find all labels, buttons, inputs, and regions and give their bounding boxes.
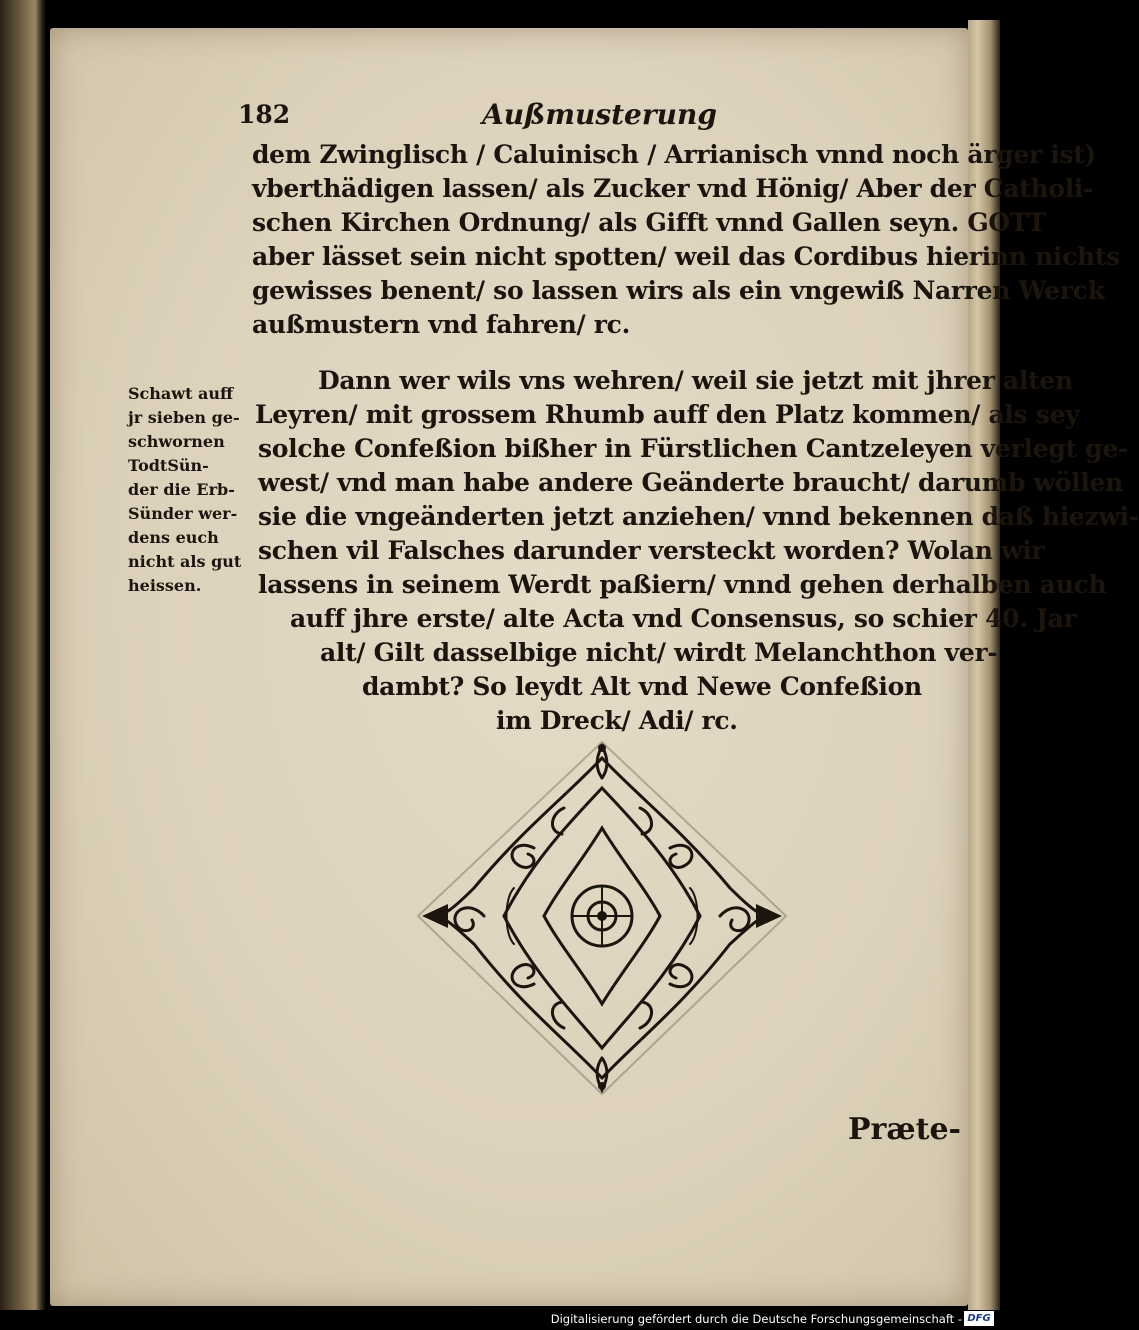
body-line: west/ vnd man habe andere Geänderte braucht/ darumb wöllen [258, 468, 1123, 497]
body-line: dem Zwinglisch / Caluinisch / Arrianisch vnnd noch ärger ist) [252, 140, 1097, 169]
marginal-note-line: der die Erb- [128, 480, 235, 499]
body-line: alt/ Gilt dasselbige nicht/ wirdt Melanchthon ver- [320, 638, 998, 667]
body-line: vberthädigen lassen/ als Zucker vnd Hönig/ Aber der Catholi- [252, 174, 1094, 203]
ornament-woodcut [414, 738, 790, 1098]
marginal-note-line: schwornen [128, 432, 225, 451]
marginal-note-line: dens euch [128, 528, 219, 547]
marginal-note-line: nicht als gut [128, 552, 242, 571]
body-line: Leyren/ mit grossem Rhumb auff den Platz kommen/ als sey [255, 400, 1080, 429]
body-line: solche Confeßion bißher in Fürstlichen Cantzeleyen verlegt ge- [258, 434, 1129, 463]
body-line: im Dreck/ Adi/ rc. [496, 706, 738, 735]
dfg-logo: DFG [964, 1311, 994, 1326]
body-line: auff jhre erste/ alte Acta vnd Consensus, so schier 40. Jar [290, 604, 1077, 633]
body-line: schen vil Falsches darunder versteckt worden? Wolan wir [258, 536, 1045, 565]
catchword: Præte- [848, 1112, 962, 1147]
marginal-note-line: TodtSün- [128, 456, 209, 475]
marginal-note-line: heissen. [128, 576, 202, 595]
body-line: schen Kirchen Ordnung/ als Gifft vnnd Gallen seyn. GOTT [252, 208, 1046, 237]
body-line: dambt? So leydt Alt vnd Newe Confeßion [362, 672, 922, 701]
page-number: 182 [238, 100, 291, 129]
body-line: außmustern vnd fahren/ rc. [252, 310, 630, 339]
body-line: Dann wer wils vns wehren/ weil sie jetzt mit jhrer alten [318, 366, 1073, 395]
body-line: gewisses benent/ so lassen wirs als ein vngewiß Narren Werck [252, 276, 1105, 305]
marginal-note-line: Schawt auff [128, 384, 234, 403]
digitization-credit: Digitalisierung gefördert durch die Deutsche Forschungsgemeinschaft - [550, 1312, 962, 1326]
marginal-note-line: Sünder wer- [128, 504, 238, 523]
body-line: sie die vngeänderten jetzt anziehen/ vnnd bekennen daß hiezwi- [258, 502, 1139, 531]
body-line: lassens in seinem Werdt paßiern/ vnnd gehen derhalben auch [258, 570, 1107, 599]
running-head: Außmusterung [482, 98, 717, 131]
body-line: aber lässet sein nicht spotten/ weil das Cordibus hierinn nichts [252, 242, 1120, 271]
marginal-note-line: jr sieben ge- [128, 408, 240, 427]
